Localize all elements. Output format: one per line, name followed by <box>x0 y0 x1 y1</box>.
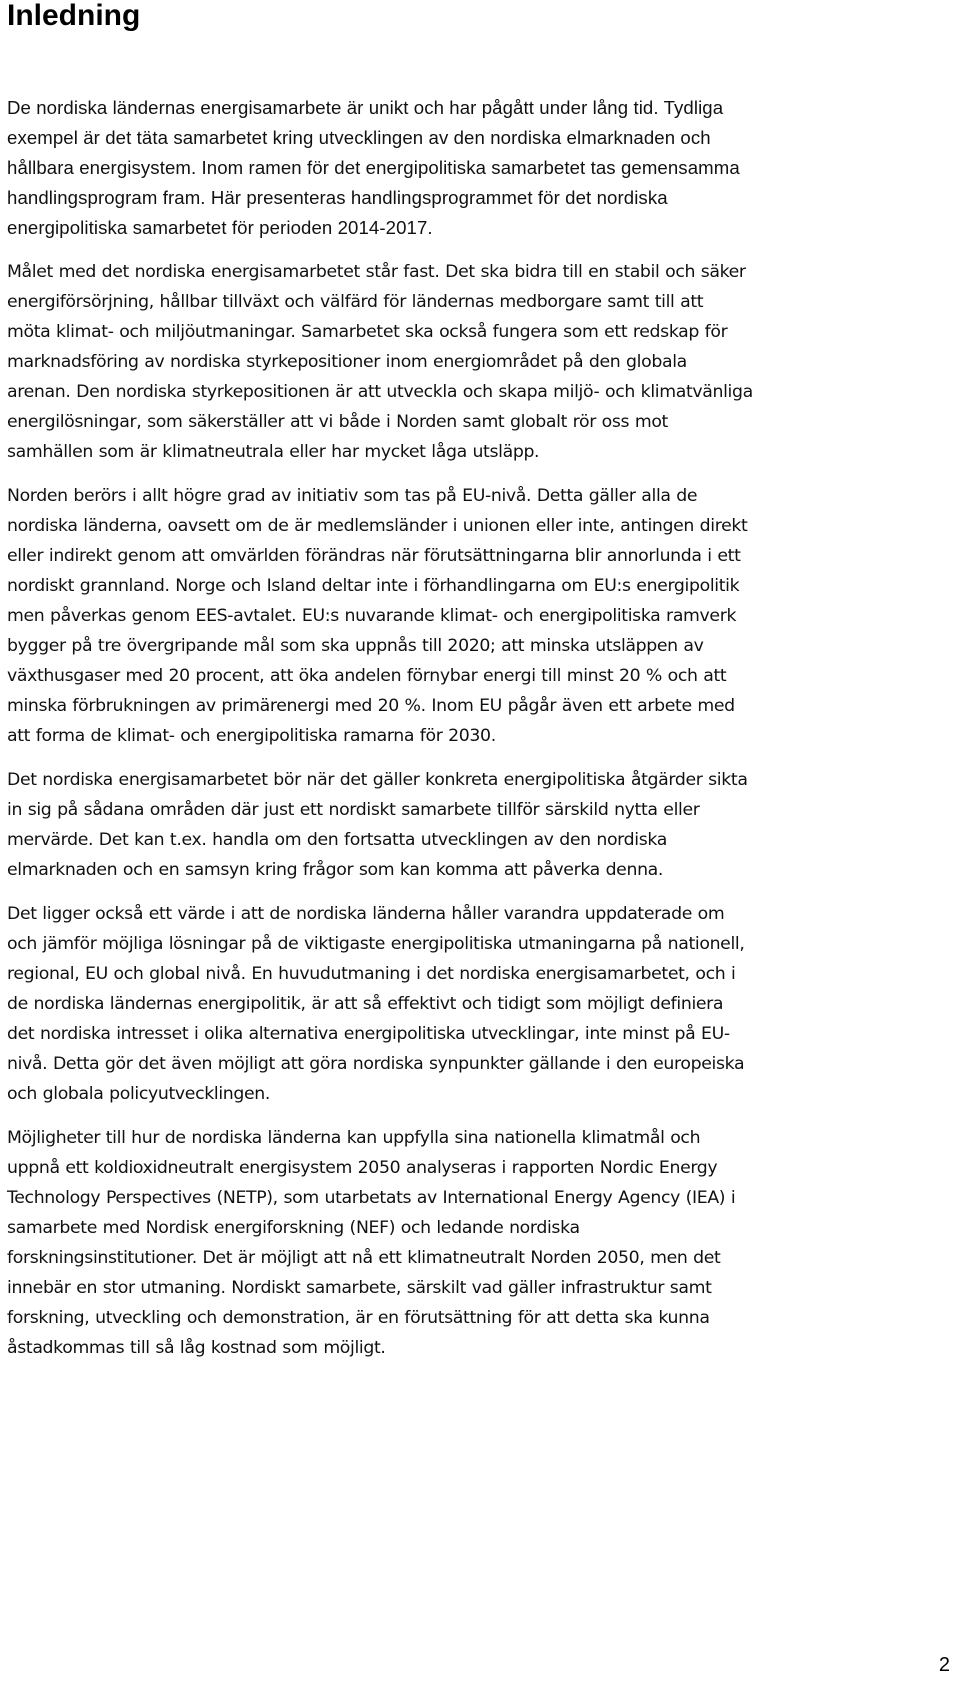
text-line: Technology Perspectives (NETP), som utarbetats av International Energy Agency (IEA) i <box>7 1188 736 1208</box>
text-line: handlingsprogram fram. Här presenteras handlingsprogrammet för det nordiska <box>7 187 668 208</box>
text-line: och globala policyutvecklingen. <box>7 1084 271 1104</box>
text-line: mervärde. Det kan t.ex. handla om den fortsatta utvecklingen av den nordiska <box>7 830 667 850</box>
text-line: de nordiska ländernas energipolitik, är att så effektivt och tidigt som möjligt definiera <box>7 994 724 1014</box>
page-title: Inledning <box>7 0 141 32</box>
paragraph-intro <box>7 93 957 243</box>
text-line: samhällen som är klimatneutrala eller har mycket låga utsläpp. <box>7 442 540 462</box>
text-line: minska förbrukningen av primärenergi med 20 %. Inom EU pågår även ett arbete med <box>7 696 735 716</box>
text-line: marknadsföring av nordiska styrkepositioner inom energiområdet på den globala <box>7 352 687 372</box>
text-line: växthusgaser med 20 procent, att öka andelen förnybar energi till minst 20 % och att <box>7 666 727 686</box>
document-body <box>7 93 957 1363</box>
text-line: samarbete med Nordisk energiforskning (NEF) och ledande nordiska <box>7 1218 580 1238</box>
text-line: energiförsörjning, hållbar tillväxt och välfärd för ländernas medborgare samt till att <box>7 292 704 312</box>
text-line: men påverkas genom EES-avtalet. EU:s nuvarande klimat- och energipolitiska ramverk <box>7 606 737 626</box>
text-line: energipolitiska samarbetet för perioden 2014-2017. <box>7 217 433 238</box>
text-line: De nordiska ländernas energisamarbete är unikt och har pågått under lång tid. Tydliga <box>7 97 724 118</box>
text-line: eller indirekt genom att omvärlden förändras när förutsättningarna blir annorlunda i ett <box>7 546 741 566</box>
text-line: elmarknaden och en samsyn kring frågor som kan komma att påverka denna. <box>7 860 664 880</box>
text-line: möta klimat- och miljöutmaningar. Samarbetet ska också fungera som ett redskap för <box>7 322 728 342</box>
text-line: energilösningar, som säkerställer att vi både i Norden samt globalt rör oss mot <box>7 412 668 432</box>
text-line: innebär en stor utmaning. Nordiskt samarbete, särskilt vad gäller infrastruktur samt <box>7 1278 712 1298</box>
text-line: hållbara energisystem. Inom ramen för det energipolitiska samarbetet tas gemensamma <box>7 157 740 178</box>
text-line: nordiska länderna, oavsett om de är medlemsländer i unionen eller inte, antingen direkt <box>7 516 748 536</box>
text-line: Målet med det nordiska energisamarbetet står fast. Det ska bidra till en stabil och säker <box>7 262 746 282</box>
text-line: Det nordiska energisamarbetet bör när det gäller konkreta energipolitiska åtgärder sikta <box>7 770 748 790</box>
text-line: arenan. Den nordiska styrkepositionen är att utveckla och skapa miljö- och klimatvänliga <box>7 382 753 402</box>
text-line: forskning, utveckling och demonstration, är en förutsättning för att detta ska kunna <box>7 1308 710 1328</box>
text-line: nivå. Detta gör det även möjligt att göra nordiska synpunkter gällande i den europeiska <box>7 1054 745 1074</box>
text-line: det nordiska intresset i olika alternativa energipolitiska utvecklingar, inte minst på EU- <box>7 1024 730 1044</box>
paragraph-shared-value <box>7 899 957 1109</box>
paragraph-netp <box>7 1123 957 1363</box>
text-line: bygger på tre övergripande mål som ska uppnås till 2020; att minska utsläppen av <box>7 636 704 656</box>
text-line: forskningsinstitutioner. Det är möjligt att nå ett klimatneutralt Norden 2050, men det <box>7 1248 721 1268</box>
text-line: in sig på sådana områden där just ett nordiskt samarbete tillför särskild nytta eller <box>7 800 700 820</box>
text-line: exempel är det täta samarbetet kring utvecklingen av den nordiska elmarknaden och <box>7 127 711 148</box>
paragraph-eu-initiatives <box>7 481 957 751</box>
text-line: och jämför möjliga lösningar på de viktigaste energipolitiska utmaningarna på nationell, <box>7 934 745 954</box>
text-line: Möjligheter till hur de nordiska länderna kan uppfylla sina nationella klimatmål och <box>7 1128 701 1148</box>
text-line: att forma de klimat- och energipolitiska ramarna för 2030. <box>7 726 496 746</box>
text-line: Det ligger också ett värde i att de nordiska länderna håller varandra uppdaterade om <box>7 904 725 924</box>
text-line: uppnå ett koldioxidneutralt energisystem 2050 analyseras i rapporten Nordic Energy <box>7 1158 718 1178</box>
paragraph-concrete-measures <box>7 765 957 885</box>
paragraph-goal <box>7 257 957 467</box>
text-line: nordiskt grannland. Norge och Island deltar inte i förhandlingarna om EU:s energipolitik <box>7 576 740 596</box>
text-line: Norden berörs i allt högre grad av initiativ som tas på EU-nivå. Detta gäller alla de <box>7 486 698 506</box>
page-number: 2 <box>938 1654 950 1676</box>
text-line: regional, EU och global nivå. En huvudutmaning i det nordiska energisamarbetet, och i <box>7 964 736 984</box>
text-line: åstadkommas till så låg kostnad som möjligt. <box>7 1338 386 1358</box>
